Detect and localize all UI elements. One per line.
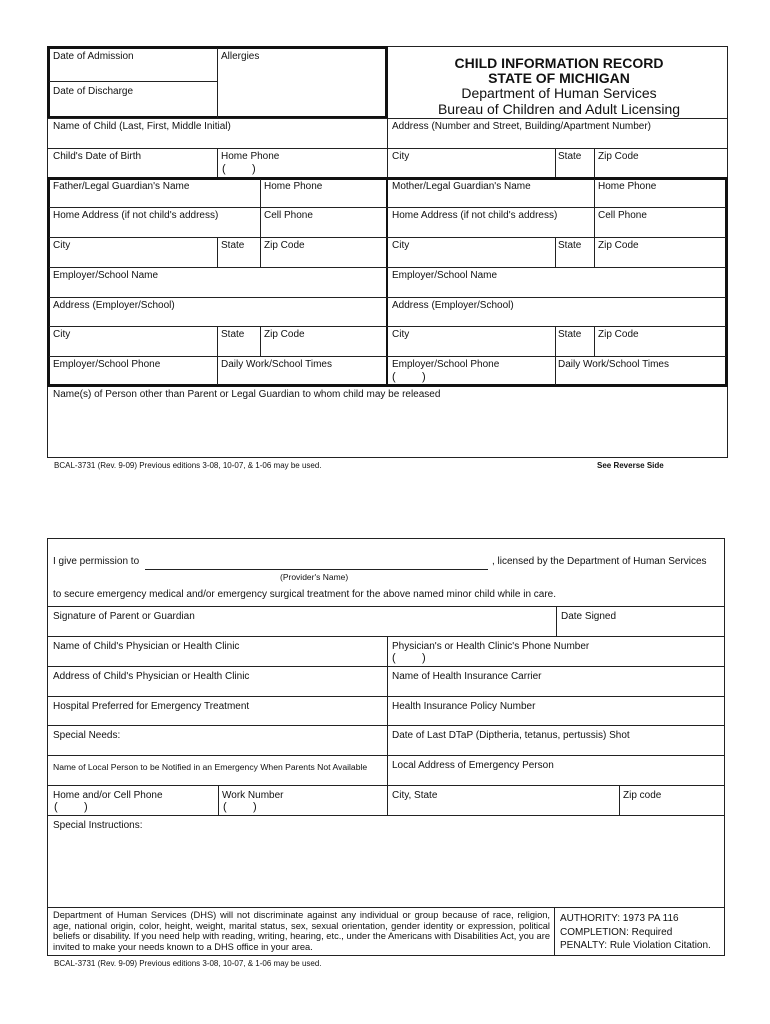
divider (594, 148, 595, 178)
father-state2-field[interactable] (221, 342, 257, 354)
zip-code-field[interactable] (623, 802, 721, 814)
mother-cell-phone-label: Cell Phone (598, 210, 647, 221)
mother-home-phone-label: Home Phone (598, 181, 657, 192)
mother-home-phone-field[interactable] (598, 194, 722, 206)
father-employer-address-field[interactable] (53, 313, 381, 325)
policy-number-field[interactable] (392, 713, 720, 725)
divider (594, 237, 595, 267)
father-home-address-label: Home Address (if not child's address) (53, 210, 219, 221)
physician-phone-label: Physician's or Health Clinic's Phone Number (392, 641, 590, 652)
insurance-carrier-label: Name of Health Insurance Carrier (392, 671, 542, 682)
child-city-label: City (392, 151, 410, 162)
divider (47, 666, 725, 667)
paren-close: ) (252, 163, 256, 175)
divider (555, 237, 556, 267)
child-zip-field[interactable] (598, 164, 723, 176)
physician-label: Name of Child's Physician or Health Clinic (53, 641, 240, 652)
special-instructions-label: Special Instructions: (53, 820, 143, 831)
insurance-carrier-field[interactable] (392, 683, 720, 695)
child-address-field[interactable] (392, 134, 722, 146)
date-of-discharge-label: Date of Discharge (53, 86, 134, 97)
father-employer-phone-field[interactable] (53, 372, 213, 384)
divider (47, 725, 725, 726)
mother-home-address-label: Home Address (if not child's address) (392, 210, 558, 221)
consent-purpose: to secure emergency medical and/or emergency surgical treatment for the above named minor child while in care. (53, 589, 557, 600)
state-title: STATE OF MICHIGAN (488, 70, 630, 86)
divider (217, 48, 218, 118)
paren-open: ( (392, 652, 396, 664)
mother-city-label: City (392, 240, 410, 251)
divider (47, 755, 725, 756)
divider (594, 326, 595, 356)
mother-city2-label: City (392, 329, 410, 340)
signature-field[interactable] (53, 623, 551, 635)
divider (387, 636, 388, 815)
bureau-title: Bureau of Children and Adult Licensing (437, 101, 681, 117)
form-id: BCAL-3731 (Rev. 9-09) Previous editions 3-08, 10-07, & 1-06 may be used. (54, 959, 322, 968)
mother-city-field[interactable] (392, 253, 552, 265)
physician-address-field[interactable] (53, 683, 381, 695)
father-home-phone-field[interactable] (264, 194, 382, 206)
home-cell-phone-label: Home and/or Cell Phone (53, 790, 163, 801)
home-cell-phone-field[interactable] (54, 801, 114, 813)
father-employer-address-label: Address (Employer/School) (53, 300, 175, 311)
father-city-label: City (53, 240, 71, 251)
mother-zip-label: Zip Code (598, 240, 639, 251)
mother-employer-label: Employer/School Name (392, 270, 498, 281)
date-of-admission-field[interactable] (60, 64, 210, 78)
form-id: BCAL-3731 (Rev. 9-09) Previous editions 3-08, 10-07, & 1-06 may be used. (54, 461, 322, 470)
date-signed-label: Date Signed (561, 611, 617, 622)
father-city2-label: City (53, 329, 71, 340)
divider (49, 207, 726, 208)
form-title: CHILD INFORMATION RECORD (454, 55, 664, 71)
special-instructions-field[interactable] (53, 833, 721, 903)
release-field[interactable] (53, 404, 721, 452)
dtap-field[interactable] (392, 742, 720, 754)
mother-name-label: Mother/Legal Guardian's Name (392, 181, 531, 192)
see-reverse-note: See Reverse Side (597, 461, 664, 470)
mother-home-address-field[interactable] (392, 223, 590, 235)
paren-open: ( (392, 371, 396, 383)
divider (260, 237, 261, 267)
date-of-discharge-field[interactable] (60, 100, 210, 114)
divider (386, 179, 388, 385)
paren-open: ( (223, 801, 227, 813)
divider (47, 907, 725, 908)
mother-employer-field[interactable] (392, 283, 722, 295)
provider-name-field[interactable] (145, 556, 488, 570)
paren-close: ) (422, 371, 426, 383)
mother-zip-field[interactable] (598, 253, 722, 265)
mother-employer-address-label: Address (Employer/School) (392, 300, 514, 311)
father-work-times-label: Daily Work/School Times (221, 359, 332, 370)
child-name-field[interactable] (53, 134, 381, 146)
zip-code-label: Zip code (623, 790, 662, 801)
signature-label: Signature of Parent or Guardian (53, 611, 195, 622)
mother-zip2-field[interactable] (598, 342, 722, 354)
divider (217, 237, 218, 267)
paren-close: ) (84, 801, 88, 813)
completion-text: COMPLETION: Required (560, 926, 673, 938)
divider (47, 148, 728, 149)
child-state-field[interactable] (558, 164, 591, 176)
city-state-label: City, State (392, 790, 438, 801)
divider (217, 326, 218, 356)
child-home-phone-field[interactable] (222, 163, 282, 175)
child-dob-label: Child's Date of Birth (53, 151, 142, 162)
mother-state2-label: State (558, 329, 582, 340)
physician-phone-field[interactable] (392, 652, 452, 664)
policy-number-label: Health Insurance Policy Number (392, 701, 536, 712)
department-title: Department of Human Services (461, 85, 657, 101)
father-zip-field[interactable] (264, 253, 382, 265)
father-state2-label: State (221, 329, 245, 340)
father-work-times-field[interactable] (221, 372, 381, 384)
divider (217, 356, 218, 385)
hospital-field[interactable] (53, 713, 381, 725)
mother-state2-field[interactable] (558, 342, 591, 354)
authority-text: AUTHORITY: 1973 PA 116 (560, 913, 679, 924)
father-employer-label: Employer/School Name (53, 270, 159, 281)
mother-state-label: State (558, 240, 582, 251)
father-employer-phone-label: Employer/School Phone (53, 359, 161, 370)
divider (49, 267, 726, 268)
child-dob-field[interactable] (53, 164, 213, 176)
father-zip2-label: Zip Code (264, 329, 305, 340)
work-number-label: Work Number (222, 790, 284, 801)
divider (555, 356, 556, 385)
divider (47, 606, 725, 607)
nondiscrimination-notice: Department of Human Services (DHS) will not discriminate against any individual or group because of race, religion, age, national origin, color, height, weight, marital status, sex, sexual orientation, gender identity or expression, political beliefs or disability. If you need help with reading, writing, hearing, etc., under the Americans with Disabilities Act, you are invited to make your needs known to a DHS office in your area. (53, 910, 550, 953)
divider (556, 606, 557, 636)
divider (49, 81, 217, 82)
mother-work-times-label: Daily Work/School Times (558, 359, 669, 370)
father-city2-field[interactable] (53, 342, 213, 354)
dtap-label: Date of Last DTaP (Diptheria, tetanus, pertussis) Shot (392, 730, 630, 741)
father-name-field[interactable] (53, 194, 253, 206)
city-state-field[interactable] (392, 802, 614, 814)
allergies-label: Allergies (221, 51, 260, 62)
child-name-label: Name of Child (Last, First, Middle Initial) (53, 121, 231, 132)
mother-state-field[interactable] (558, 253, 591, 265)
penalty-text: PENALTY: Rule Violation Citation. (560, 940, 711, 951)
father-home-phone-label: Home Phone (264, 181, 323, 192)
father-zip-label: Zip Code (264, 240, 305, 251)
father-city-field[interactable] (53, 253, 213, 265)
mother-cell-phone-field[interactable] (598, 223, 722, 235)
divider (49, 356, 726, 357)
special-needs-label: Special Needs: (53, 730, 121, 741)
mother-zip2-label: Zip Code (598, 329, 639, 340)
special-needs-field[interactable] (53, 742, 381, 754)
provider-name-caption: (Provider's Name) (280, 572, 349, 582)
physician-field[interactable] (53, 653, 381, 665)
divider (49, 326, 726, 327)
paren-open: ( (54, 801, 58, 813)
child-address-label: Address (Number and Street, Building/Apartment Number) (392, 121, 652, 132)
divider (555, 326, 556, 356)
mother-city2-field[interactable] (392, 342, 552, 354)
date-signed-field[interactable] (561, 623, 721, 635)
divider (554, 907, 555, 956)
mother-employer-address-field[interactable] (392, 313, 722, 325)
mother-employer-phone-field[interactable] (392, 371, 452, 383)
mother-name-field[interactable] (392, 194, 590, 206)
divider (49, 297, 726, 298)
hospital-label: Hospital Preferred for Emergency Treatment (53, 701, 250, 712)
child-state-label: State (558, 151, 582, 162)
paren-close: ) (253, 801, 257, 813)
local-address-label: Local Address of Emergency Person (392, 760, 554, 771)
divider (47, 815, 725, 816)
father-employer-field[interactable] (53, 283, 381, 295)
divider (47, 785, 725, 786)
divider (217, 148, 218, 178)
divider (260, 179, 261, 237)
divider (47, 696, 725, 697)
father-cell-phone-field[interactable] (264, 223, 382, 235)
permission-prefix: I give permission to (53, 556, 140, 567)
divider (218, 785, 219, 815)
paren-open: ( (222, 163, 226, 175)
father-home-address-field[interactable] (53, 223, 253, 235)
divider (47, 636, 725, 637)
divider (619, 785, 620, 815)
allergies-field[interactable] (222, 64, 382, 114)
local-person-field[interactable] (53, 772, 381, 784)
child-zip-label: Zip Code (598, 151, 639, 162)
work-number-field[interactable] (223, 801, 283, 813)
divider (555, 148, 556, 178)
mother-work-times-field[interactable] (558, 372, 722, 384)
date-of-admission-label: Date of Admission (53, 51, 134, 62)
physician-address-label: Address of Child's Physician or Health Clinic (53, 671, 250, 682)
child-home-phone-label: Home Phone (221, 151, 280, 162)
mother-employer-phone-label: Employer/School Phone (392, 359, 500, 370)
father-state-field[interactable] (221, 253, 257, 265)
father-state-label: State (221, 240, 245, 251)
child-city-field[interactable] (392, 164, 552, 176)
local-person-label: Name of Local Person to be Notified in an Emergency When Parents Not Available (53, 762, 368, 772)
father-cell-phone-label: Cell Phone (264, 210, 313, 221)
release-label: Name(s) of Person other than Parent or Legal Guardian to whom child may be released (53, 389, 441, 400)
father-zip2-field[interactable] (264, 342, 382, 354)
divider (49, 237, 726, 238)
local-address-field[interactable] (392, 772, 720, 784)
divider (260, 326, 261, 356)
permission-suffix: , licensed by the Department of Human Services (492, 556, 707, 567)
divider (594, 179, 595, 237)
paren-close: ) (422, 652, 426, 664)
father-name-label: Father/Legal Guardian's Name (53, 181, 190, 192)
